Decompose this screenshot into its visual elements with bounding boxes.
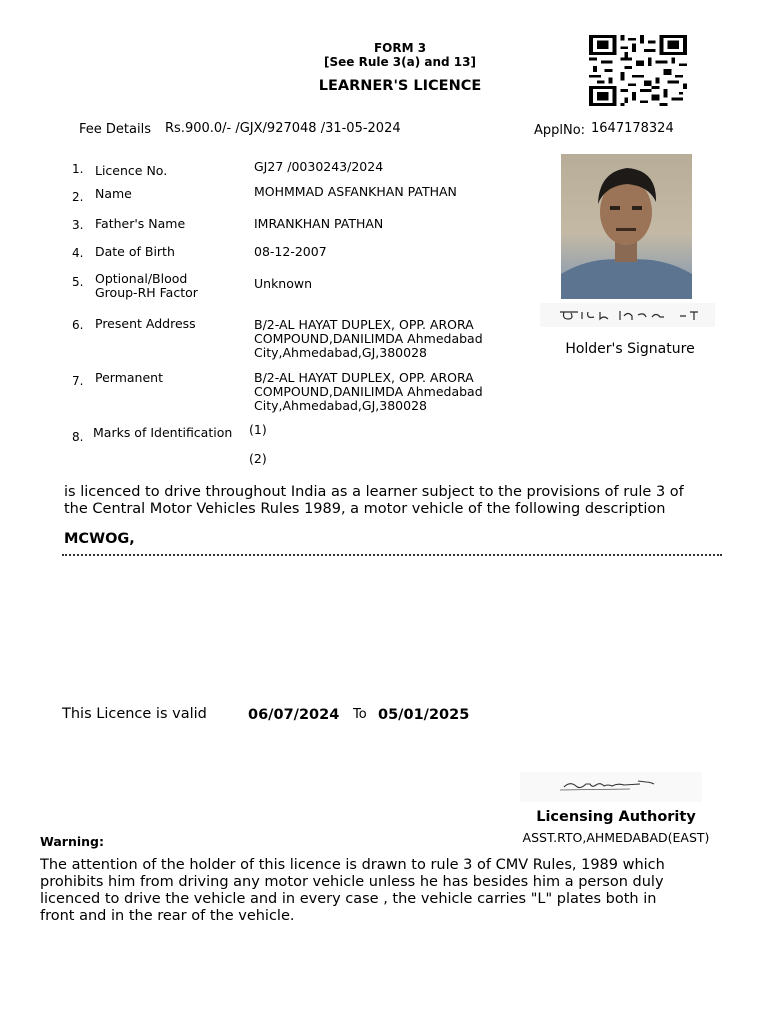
permanent-address-number: 7.	[72, 374, 84, 388]
rule-reference: [See Rule 3(a) and 13]	[324, 55, 476, 69]
licence-statement-line2: the Central Motor Vehicles Rules 1989, a motor vehicle of the following description	[64, 501, 666, 517]
authority-signature	[520, 772, 702, 802]
name-number: 2.	[72, 190, 84, 204]
identification-marks-label: Marks of Identification	[93, 425, 233, 440]
licence-statement-line1: is licenced to drive throughout India as a learner subject to the provisions of rule 3 of	[64, 484, 684, 500]
present-address-number: 6.	[72, 318, 84, 332]
dotted-divider	[62, 554, 722, 556]
licensing-authority-title: Licensing Authority	[536, 809, 696, 825]
dob-label: Date of Birth	[95, 244, 175, 259]
dob-number: 4.	[72, 246, 84, 260]
fathers-name-number: 3.	[72, 218, 84, 232]
licensing-authority-office: ASST.RTO,AHMEDABAD(EAST)	[522, 830, 710, 845]
licence-no-value: GJ27 /0030243/2024	[254, 159, 384, 174]
holder-photo-illustration	[561, 154, 692, 299]
holder-signature-label: Holder's Signature	[565, 341, 695, 357]
document-title: LEARNER'S LICENCE	[318, 78, 482, 94]
fee-details-value: Rs.900.0/- /GJX/927048 /31-05-2024	[165, 121, 401, 136]
warning-text-line4: front and in the rear of the vehicle.	[40, 908, 295, 924]
form-number: FORM 3	[373, 41, 427, 55]
identification-marks-number: 8.	[72, 430, 84, 444]
holder-signature	[540, 303, 715, 327]
qr-code	[589, 35, 687, 106]
blood-group-label-line1: Optional/Blood	[95, 271, 188, 286]
present-address-line2: COMPOUND,DANILIMDA Ahmedabad	[254, 331, 483, 346]
warning-text-line3: licenced to drive the vehicle and in every case , the vehicle carries "L" plates both in	[40, 891, 657, 907]
application-number-value: 1647178324	[591, 121, 674, 136]
identification-mark-2: (2)	[249, 451, 267, 466]
licence-no-number: 1.	[72, 162, 84, 176]
licence-no-label: Licence No.	[95, 163, 168, 178]
permanent-address-line1: B/2-AL HAYAT DUPLEX, OPP. ARORA	[254, 370, 474, 385]
name-label: Name	[95, 186, 132, 201]
identification-mark-1: (1)	[249, 422, 267, 437]
dob-value: 08-12-2007	[254, 244, 327, 259]
fathers-name-value: IMRANKHAN PATHAN	[254, 216, 384, 231]
fee-details-label: Fee Details	[79, 122, 151, 137]
permanent-address-line2: COMPOUND,DANILIMDA Ahmedabad	[254, 384, 483, 399]
validity-label: This Licence is valid	[62, 706, 207, 722]
validity-to: 05/01/2025	[378, 707, 470, 723]
validity-to-word: To	[353, 707, 367, 722]
application-number-label: ApplNo:	[534, 123, 586, 138]
present-address-line1: B/2-AL HAYAT DUPLEX, OPP. ARORA	[254, 317, 474, 332]
present-address-label: Present Address	[95, 316, 196, 331]
blood-group-value: Unknown	[254, 276, 313, 291]
name-value: MOHMMAD ASFANKHAN PATHAN	[254, 184, 457, 199]
warning-label: Warning:	[40, 834, 104, 849]
blood-group-label-line2: Group-RH Factor	[95, 285, 198, 300]
validity-from: 06/07/2024	[248, 707, 340, 723]
holder-photo	[561, 154, 692, 299]
blood-group-number: 5.	[72, 275, 84, 289]
warning-text-line1: The attention of the holder of this licence is drawn to rule 3 of CMV Rules, 1989 which	[40, 857, 665, 873]
permanent-address-line3: City,Ahmedabad,GJ,380028	[254, 398, 427, 413]
permanent-address-label: Permanent	[95, 370, 163, 385]
warning-text-line2: prohibits him from driving any motor vehicle unless he has besides him a person duly	[40, 874, 664, 890]
present-address-line3: City,Ahmedabad,GJ,380028	[254, 345, 427, 360]
fathers-name-label: Father's Name	[95, 216, 186, 231]
vehicle-class: MCWOG,	[64, 531, 135, 547]
